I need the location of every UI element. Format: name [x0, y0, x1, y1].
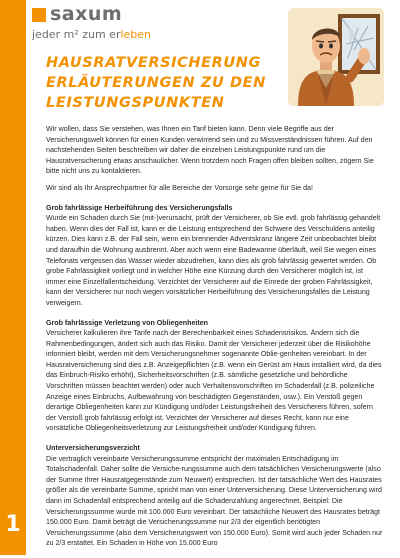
section-heading: Grob fahrlässige Verletzung von Obliegenheiten — [46, 318, 209, 327]
logo-square-icon — [32, 8, 46, 22]
section-heading: Unterversicherungsverzicht — [46, 444, 140, 453]
page-title — [46, 53, 286, 113]
section-text: Wurde ein Schaden durch Sie (mit-)verursacht, prüft der Versicherer, ob Sie evtl. grob fahrlässig gehandelt haben. Wenn dies der Fall ist, kann er die Leistung entsprechend der Schwere des Verschuldens anteilig kürzen. Dies kann z.B. der Fall sein, wenn ein brennender Adventskranz längere Zeit unbeobachtet bleibt und daraufhin die Wohnung ausbrennt. Aber auch wenn eine Badewanne überläuft, weil Sie wegen eines Telefonats vergessen das Wasser wieder abzudrehen, kann dies als grob fahrlässig gewertet werden. Ob grobe Fahrlässigkeit vorliegt und in welcher Höhe eine Kürzung durch den Versicherer möglich ist, ist immer eine Einzelfallentscheidung. Verzichtet der Versicherer auf die Einrede der groben Fahrlässigkeit, kann der Versicherer nur noch wegen vorsätzlicher Herbeiführung des Versicherungsfalles die Leistung verweigern. — [46, 214, 381, 307]
section-heading: Grob fahrlässige Herbeiführung des Versicherungsfalls — [46, 203, 233, 212]
intro-section — [46, 124, 384, 194]
main-content — [46, 124, 384, 558]
title-line-3: LEISTUNGSPUNKTEN — [46, 95, 225, 111]
burglary-illustration-icon — [288, 8, 384, 106]
hero-illustration — [288, 8, 384, 106]
logo-wordmark: saxum — [50, 3, 123, 25]
section-obliegenheiten — [46, 318, 384, 435]
intro-paragraph: Wir wollen, dass Sie verstehen, was Ihnen ein Tarif bieten kann. Denn viele Begriffe aus der Versicherungswelt können für einen Kunden verwirrend sein und zu Missverständnissen führen. Auf den nachstehenden Seiten beschreiben wir daher die einzelnen Leistungspunkte rund um die Hausratversicherung etwas anschaulicher. Wenn trotzdem noch Fragen offen bleiben sollten, zögern Sie bitte nicht uns zu kontaktieren. — [46, 125, 374, 176]
tagline-text: jeder m² zum er — [32, 28, 121, 41]
saxum-logo — [32, 3, 212, 46]
section-unterversicherungsverzicht — [46, 443, 384, 549]
section-text: Die vertraglich vereinbarte Versicherungssumme entspricht der maximalen Entschädigung im Totalschadenfall. Daher sollte die Versiche-rungssumme auch dem tatsächlichen Versicherungswerte (also der Summe Ihrer Hausratgegenstände zum Neuwert) entsprechen. Ist der tatsächliche Wert des Hausrates größer als die vereinbarte Summe, spricht man von einer Unterversicherung. Diese Unterversicherung wird dann im Schadenfall entsprechend anteilig auf die Schadenzahlung angerechnet. Beispiel: Die Versicherungssumme wurde mit 100.000 Euro vereinbart. Der tatsächliche Neuwert des Hausrates beträgt 150.000 Euro. Damit beträgt die Versicherungssumme nur 2/3 der eigentlich benötigten Versicherungssumme (also dem Versicherungswert von 150.000 Euro). Somit wird auch jeder Schaden nur zu 2/3 erstattet. Ein Schaden in Höhe von 15.000 Euro — [46, 454, 383, 548]
section-grob-fahrlaessige-herbeifuehrung — [46, 203, 384, 309]
intro-closing: Wir sind als Ihr Ansprechpartner für alle Bereiche der Vorsorge sehr gerne für Sie da! — [46, 183, 313, 192]
logo-tagline — [32, 28, 151, 41]
page-number: 1 — [5, 512, 21, 537]
tagline-accent: leben — [120, 28, 152, 41]
left-accent-bar — [0, 0, 26, 555]
section-text: Versicherer kalkulieren ihre Tarife nach der Berechenbarkeit eines Schadensrisikos. Ändern sich die Rahmenbedingungen, ändert sich auch das Risiko. Damit der Versicherer jederzeit über die Risikohöhe informiert bleibt, werden mit dem Versicherungsnehmer sogenannte Oblie-genheiten vereinbart. In der Hausratversicherung sind dies z.B. Anzeigepflichten (z.B. wenn ein Gerüst am Haus installiert wird, da dies das Einbruch-Risiko erhöht), Sicherheitsvorschriften (z.B. sämtliche gesetzliche und behördliche Vorschriften müssen beachtet werden) oder auch Verhaltensvorschriften im Schadenfall (z.B. polizeiliche Anzeige eines Einbruchs, Aufbewahrung von beschädigten Gegenständen, usw.). Ein Verstoß gegen derartige Obliegenheiten kann zur Kündigung und/oder Leistungsfreiheit des Versicherers führen, sofern der Verstoß grob fahrlässig erfolgt ist. Verzichtet der Versicherer auf dieses Recht, kann nur eine vorsätzliche Obliegenheitsverletzung zur Leistungsfreiheit und/oder Kündigung führen. — [46, 329, 382, 433]
title-line-1: HAUSRATVERSICHERUNG — [46, 55, 262, 71]
title-line-2: ERLÄUTERUNGEN ZU DEN — [46, 75, 266, 91]
